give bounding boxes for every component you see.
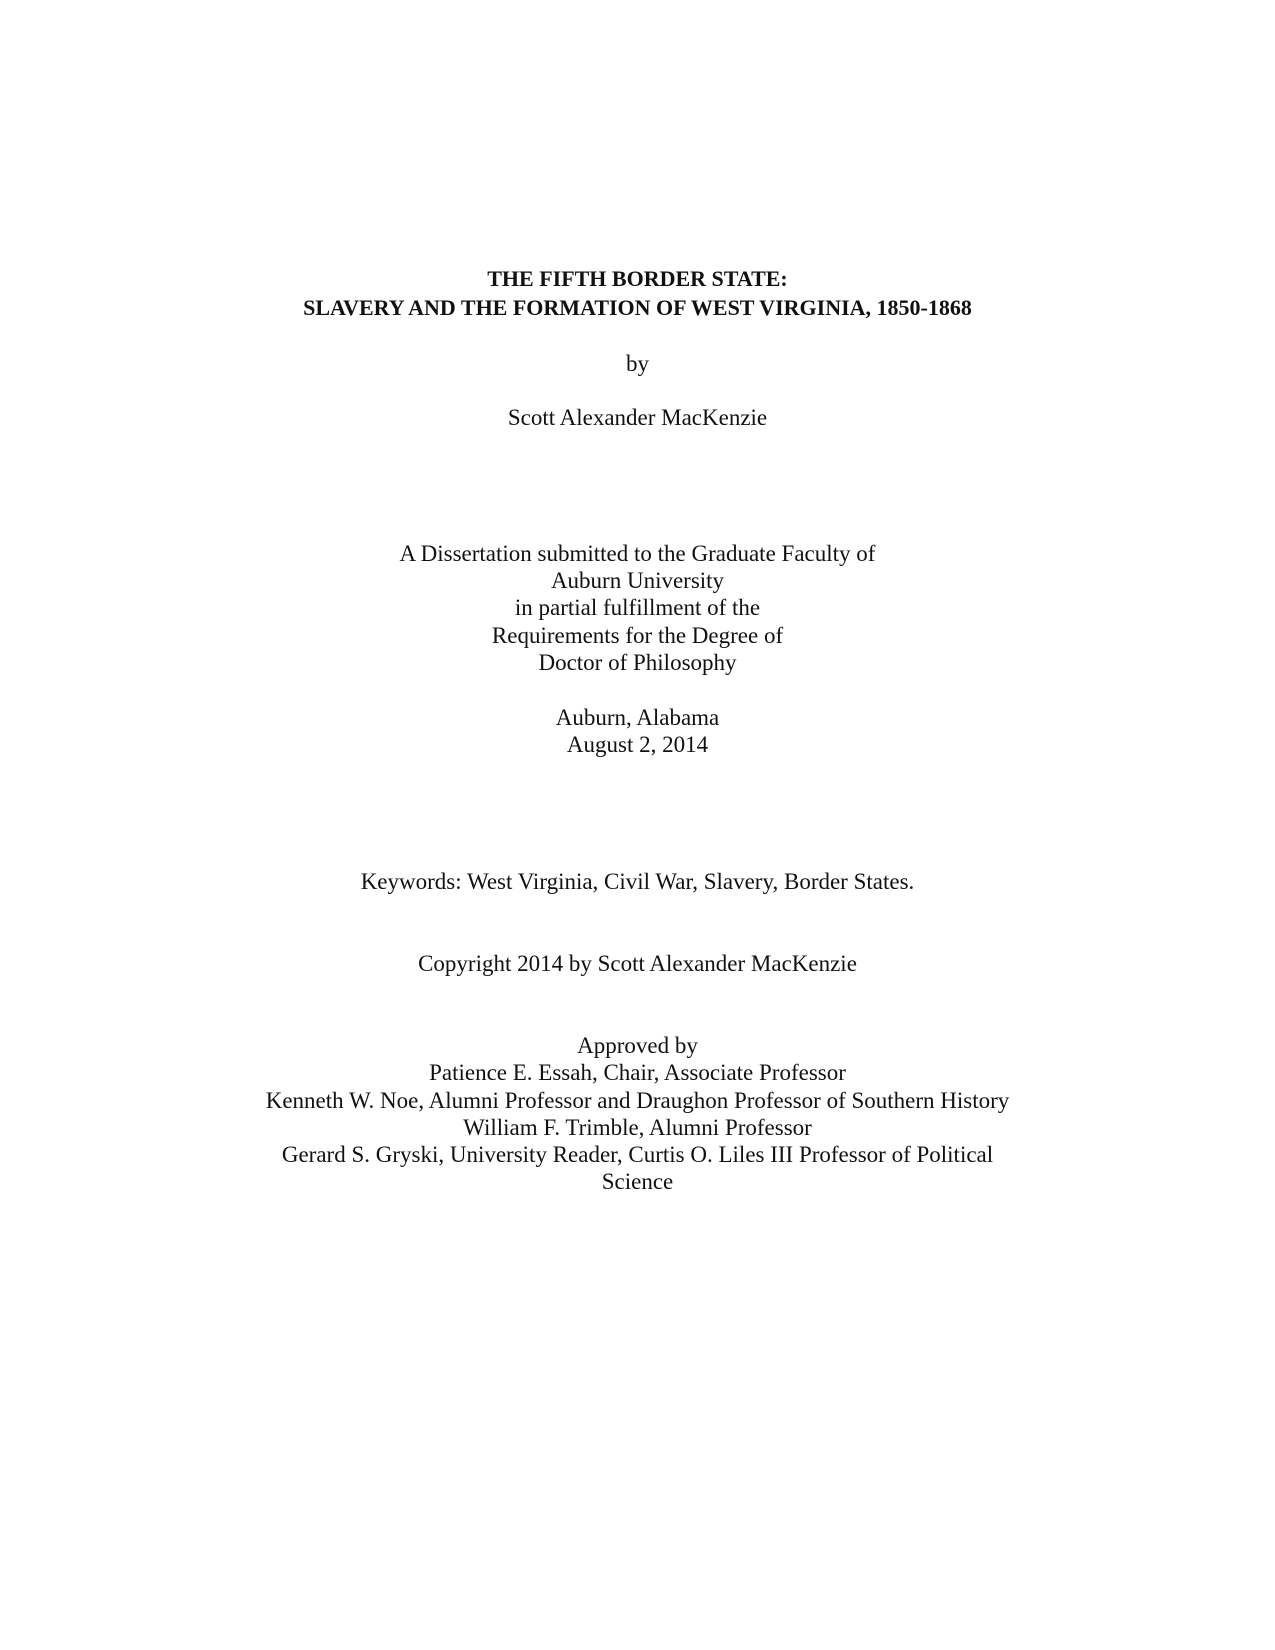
title-line-1: THE FIFTH BORDER STATE: (487, 266, 788, 291)
by-line: by (626, 351, 649, 376)
approval-heading: Approved by (577, 1033, 698, 1058)
title-line-2: SLAVERY AND THE FORMATION OF WEST VIRGINIA, 1850-1868 (303, 295, 972, 320)
submission-line-3: in partial fulfillment of the (514, 595, 761, 620)
submission-line-4: Requirements for the Degree of (491, 623, 784, 648)
submission-line-5: Doctor of Philosophy (538, 650, 737, 675)
keywords-line: Keywords: West Virginia, Civil War, Slavery, Border States. (360, 869, 915, 894)
submission-line-1: A Dissertation submitted to the Graduate Faculty of (399, 541, 876, 566)
committee-member: William F. Trimble, Alumni Professor (463, 1115, 812, 1140)
committee-member-continued: Science (601, 1169, 674, 1194)
submission-line-2: Auburn University (550, 568, 725, 593)
committee-member: Patience E. Essah, Chair, Associate Professor (429, 1060, 846, 1085)
committee-member: Kenneth W. Noe, Alumni Professor and Draughon Professor of Southern History (265, 1088, 1010, 1113)
author-name: Scott Alexander MacKenzie (507, 405, 768, 430)
place-line: Auburn, Alabama (555, 705, 720, 730)
committee-member: Gerard S. Gryski, University Reader, Curtis O. Liles III Professor of Political (281, 1142, 994, 1167)
date-line: August 2, 2014 (566, 732, 709, 757)
copyright-line: Copyright 2014 by Scott Alexander MacKenzie (418, 951, 857, 976)
